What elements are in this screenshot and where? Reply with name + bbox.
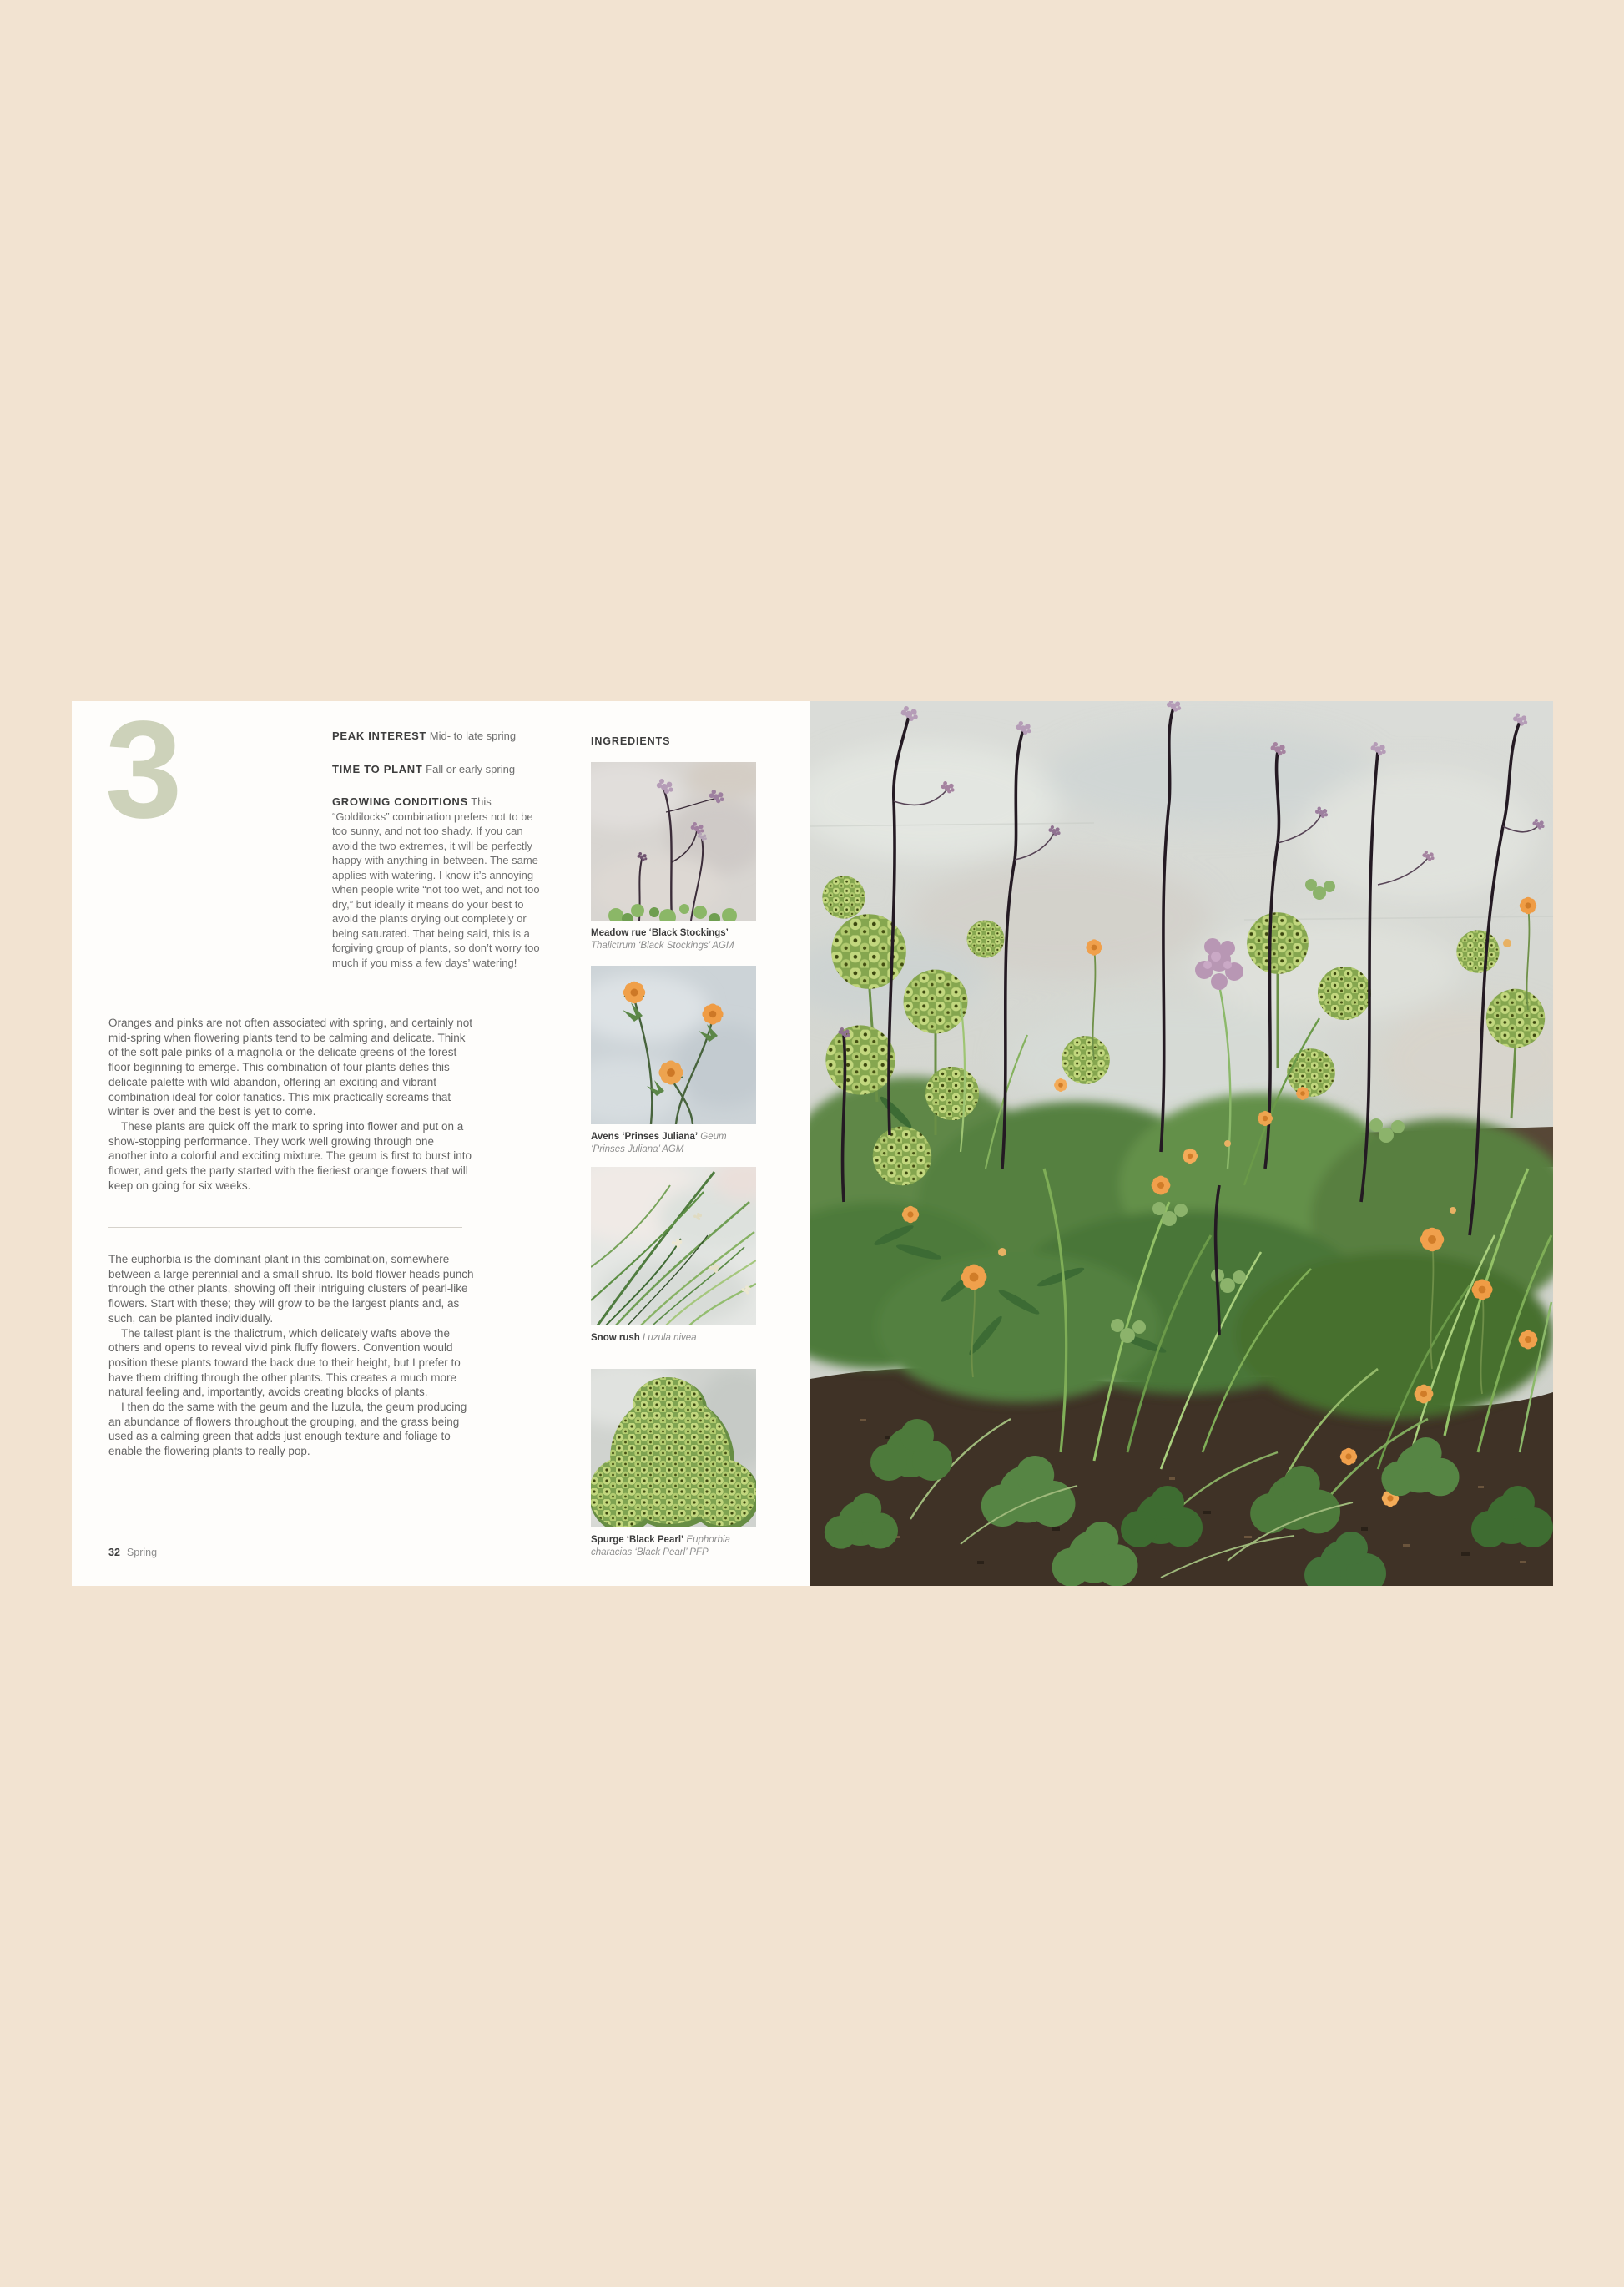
peak-interest-value: Mid- to late spring bbox=[429, 730, 517, 742]
section-name: Spring bbox=[126, 1547, 158, 1558]
geum-thumbnail bbox=[591, 966, 756, 1124]
time-to-plant-line bbox=[332, 762, 544, 777]
common-name: Snow rush bbox=[591, 1333, 640, 1343]
ingredient-item-spurge bbox=[591, 1369, 756, 1558]
ingredient-item-snow-rush bbox=[591, 1167, 756, 1345]
detail-paragraph-1: The euphorbia is the dominant plant in this combination, somewhere between a large perennial and a small shrub. Its bold flower heads punch through the other plants, showing off their intriguing clusters of pearl-like flowers. Start with these; they will grow to be the largest plants and, as such, can be planted individually. bbox=[108, 1253, 474, 1325]
ingredient-caption bbox=[591, 1131, 756, 1155]
peak-interest-line bbox=[332, 729, 544, 744]
thalictrum-thumbnail bbox=[591, 762, 756, 921]
botanical-name: Euphorbia characias ‘Black Pearl’ PFP bbox=[591, 1535, 730, 1557]
euphorbia-thumbnail bbox=[591, 1369, 756, 1527]
growing-conditions-label: GROWING CONDITIONS bbox=[332, 795, 468, 808]
ingredient-caption bbox=[591, 1534, 756, 1558]
ingredients-heading: INGREDIENTS bbox=[591, 735, 671, 747]
detail-paragraph-3: I then do the same with the geum and the luzula, the geum producing an abundance of flowers throughout the grouping, and the grass being used as a calming green that adds just enough texture and foliage to enable the flowering plants to really pop. bbox=[108, 1401, 467, 1458]
common-name: Spurge ‘Black Pearl’ bbox=[591, 1535, 684, 1545]
main-garden-photo bbox=[810, 701, 1553, 1586]
common-name: Meadow rue ‘Black Stockings’ bbox=[591, 928, 729, 938]
intro-paragraph-2: These plants are quick off the mark to spring into flower and put on a show-stopping performance. They work well growing through one another into a colorful and exciting mixture. The geum is first to burst into flower, and gets the party started with the fieriest orange flowers that will keep on going for six weeks. bbox=[108, 1119, 472, 1192]
ingredient-item-avens bbox=[591, 966, 756, 1155]
section-divider bbox=[108, 1227, 462, 1228]
detail-paragraph-2: The tallest plant is the thalictrum, which delicately wafts above the others and opens to reveal vivid pink fluffy flowers. Convention would position these plants toward the back due to their height, but I prefer to have them drifting through the other plants. This creates a much more natural feeling and, importantly, avoids creating blocks of plants. bbox=[108, 1326, 461, 1399]
detail-text bbox=[108, 1252, 474, 1459]
book-page-spread bbox=[72, 693, 1553, 1586]
chapter-number: 3 bbox=[105, 693, 180, 847]
botanical-name: Thalictrum ‘Black Stockings’ AGM bbox=[591, 940, 734, 951]
growing-conditions-text: This “Goldilocks” combination prefers not to be too sunny, and not too shady. If you can avoid the two extremes, it will be perfectly happy with anything in-between. The same applies with watering. I know it’s annoying when people write “not too wet, and not too dry,” but ideally it means do your best to avoid the plants drying out completely or being saturated. That being said, this is a forgiving group of plants, so don’t worry too much if you miss a few days’ watering! bbox=[332, 795, 540, 969]
botanical-name: Geum ‘Prinses Juliana’ AGM bbox=[591, 1132, 727, 1154]
page-footer bbox=[108, 1547, 157, 1558]
ingredient-caption bbox=[591, 1332, 756, 1345]
ingredient-item-meadow-rue bbox=[591, 762, 756, 952]
time-to-plant-value: Fall or early spring bbox=[426, 762, 516, 775]
page-number: 32 bbox=[108, 1547, 120, 1558]
peak-interest-label: PEAK INTEREST bbox=[332, 730, 427, 742]
common-name: Avens ‘Prinses Juliana’ bbox=[591, 1132, 699, 1142]
time-to-plant-label: TIME TO PLANT bbox=[332, 762, 423, 775]
luzula-thumbnail bbox=[591, 1167, 756, 1325]
intro-text bbox=[108, 1016, 474, 1193]
botanical-name: Luzula nivea bbox=[642, 1333, 697, 1343]
intro-paragraph-1: Oranges and pinks are not often associated with spring, and certainly not mid-spring when flowering plants tend to be calming and delicate. Think of the soft pale pinks of a magnolia or the delicate greens of the forest floor beginning to emerge. This combination of four plants defies this delicate palette with wild abandon, offering an exciting and vibrant combination ideal for color fanatics. This mix practically screams that winter is over and the best is yet to come. bbox=[108, 1017, 473, 1118]
ingredient-caption bbox=[591, 927, 756, 952]
plant-facts-column bbox=[332, 729, 544, 970]
growing-conditions-block bbox=[332, 795, 544, 970]
